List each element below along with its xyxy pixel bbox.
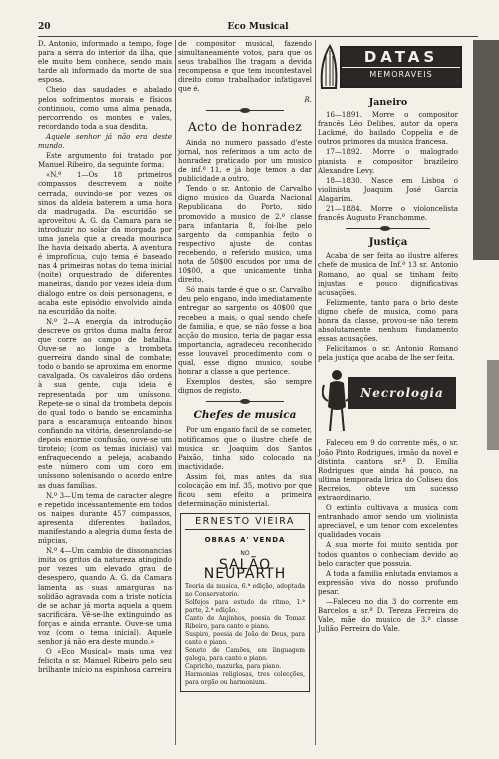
divider bbox=[178, 108, 312, 114]
datas-banner bbox=[318, 42, 458, 94]
date-entry: 16—1891. Morre o compositor francês Léo Delibes, autor da opera Lackmé, do bailado Coppelia e de outros primores da musica francesa. bbox=[318, 111, 458, 147]
banner-title: DATAS bbox=[363, 48, 439, 66]
necrologia-banner bbox=[318, 367, 458, 435]
list-item: Suspiro, poesia de João de Deus, para canto e piano. bbox=[185, 630, 305, 646]
necrologia-title: Necrologia bbox=[348, 377, 456, 409]
column-left bbox=[38, 40, 172, 676]
harp-ornament-icon bbox=[318, 42, 342, 92]
advertisement bbox=[180, 513, 310, 691]
column-middle bbox=[178, 40, 312, 695]
list-item: Teoria da musica, 6.ª edição, adoptada no Conservatorio. bbox=[185, 582, 305, 598]
paragraph: «N.º 1—Os 18 primeiros compassos descrevem a noite cerrada, ouvindo-se por vezes os sinos da aldeia baterem a uma hora da madrugada. Da escuridão se aproveitou A. G. da Camara para se introduzir no solar da morgada por uma janela que a creada mourisca lhe havia deixado aberta. A aventura é improfícua, cujo tema é baseado nas 4 primeiras notas do tema inicial (noite) orquestrado de diferentes maneiras, dando por vezes ideia dum diálogo entre os dois personagens, e acaba este episódio envolvido ainda na escuridão da noite. bbox=[38, 171, 172, 316]
date-entry: 17—1892. Morre o malogrado pianista e compositor brazileiro Alexandre Levy. bbox=[318, 148, 458, 175]
paragraph: Cheio das saudades e abalado pelos sofrimentos morais e físicos continuou, como uma alma penada, percorrendo os montes e vales, recordando toda a sua desdita. bbox=[38, 86, 172, 131]
date-entry: 21—1884. Morre o violoncelista francês Augusto Franchomme. bbox=[318, 205, 458, 223]
list-item: Capricho, mazurka, para piano. bbox=[185, 662, 282, 670]
paragraph: A sua morte foi muito sentida por todos quantos o conheciam devido ao belo caracter que possuia. bbox=[318, 541, 458, 568]
list-item: Solfejos para estudo de ritmo, 1.ª parte, 2.ª edição. bbox=[185, 598, 305, 614]
date-entry: 18—1830. Nasce em Lisboa o violinista Joaquim José Garcia Alagarim. bbox=[318, 176, 458, 203]
paragraph: D. Antonio, informado a tempo, foge para a serra do interior da ilha, que ele muito bem conhece, sendo mais tarde ali informado da morte de sua esposa. bbox=[38, 40, 172, 85]
column-divider bbox=[175, 40, 176, 745]
article-title: Justiça bbox=[368, 237, 408, 249]
ad-list bbox=[185, 583, 305, 687]
paragraph: O extinto cultivava a musica com entranhado amor sendo um violinista apreciavel, e um tenor com excelentes qualidades vocais bbox=[318, 504, 458, 540]
paragraph: Acaba de ser feita ao ilustre alferes chefe de musica de Inf.ª 13 sr. Antonio Romano, ao qual se tinham feito injustas e pouco dignificativas acusações. bbox=[318, 252, 458, 297]
list-item: Canto de Anjinhos, poesia de Tomaz Ribeiro, para canto e piano. bbox=[185, 614, 305, 630]
column-right bbox=[318, 40, 458, 635]
paragraph: de compositor musical, fazendo simultaneamente votos, para que os seus trabalhos lhe tragam a devida recompensa e que tem incontestavel direito como trabalhador infatigavel que é. bbox=[178, 40, 312, 94]
ad-store: SALÃO NEUPARTH bbox=[203, 556, 287, 582]
header-rule bbox=[38, 36, 478, 37]
paragraph: N.º 2—A energia da introdução descreve os gritos duma malta feroz que corre ao campo de batalha. Ouve-se ao longe a trombeta guerreira dando sinal de combate; todo o bando se aproxima em enorme cavalgada. Os cavaleiros dão ordens à sua gente, cuja ideia é representada por um uníssono. Repete-se o sinal da trombeta depois do qual todo o bando se encaminha para a escaramuça entoando hinos confiando na vitória, desenrolando-se depois enorme confusão, ouve-se um tiroteio; (com os temas iniciais) vai enfraquecendo a peleja, acabando este número com um coro em uníssono solenisando o acordo entre as duas famílias. bbox=[38, 317, 172, 490]
divider bbox=[318, 226, 458, 232]
paragraph: N.º 3—Um tema de caracter alegre e repetido incessantemente em todos os naipes durante 457 compassos, apresenta diferentes bailados, manifestando a alegria duma festa de núpcias. bbox=[38, 491, 172, 546]
paragraph: Felicitamos o sr. Antonio Romano pela justiça que acaba de lhe ser feita. bbox=[318, 345, 458, 363]
divider bbox=[178, 399, 312, 405]
paragraph: —Faleceu no dia 3 do corrente em Barcelos a sr.ª D. Tereza Ferreira do Vale, mãe do musico de 3.ª classe Julião Ferreira do Vale. bbox=[318, 598, 458, 634]
ad-author: ERNESTO VIEIRA bbox=[185, 517, 305, 530]
paragraph: O «Eco Musical» mais uma vez felicita o sr. Manuel Ribeiro pelo seu brilhante início na espinhosa carreira bbox=[38, 648, 172, 675]
paragraph: Assim foi, mas antes da sua colocação em inf. 35, motivo por que ficou sem efeito a primeira determinação ministerial. bbox=[178, 472, 312, 509]
paragraph: Só mais tarde é que o sr. Carvalho deu pelo engano, indo imediatamente entregar ao sargento os 40$00 que recebeu a mais, o qual sendo chefe de familia, e que, se não fosse a boa acção do musico, teria de pagar essa importancia, agradeceu reconhecido esse louvavel procedimento com o qual, esse digno musico, soube honrar a classe a que pertence. bbox=[178, 286, 312, 377]
paragraph: Felizmente, tanto para o brio deste digno chefe de musica, como para honra da classe, provou-se não terem absolutamente nenhum fundamento essas acusações. bbox=[318, 298, 458, 344]
paragraph: A toda a familia enlutada enviamos a expressão viva do nosso profundo pesar. bbox=[318, 569, 458, 596]
list-item: Soneto de Camões, em linguagem galega, para canto e piano. bbox=[185, 646, 305, 662]
signature: R. bbox=[304, 95, 312, 104]
article-title: Acto de honradez bbox=[187, 118, 303, 134]
ad-connector: NO bbox=[240, 549, 250, 557]
article-title: Chefes de musica bbox=[193, 409, 297, 422]
paragraph: Ainda no numero passado d'este jornal, nos referimos a um acto de honradez praticado por um musico de inf.ª 11, e já hoje temos a dar publicidade a outro. bbox=[178, 138, 312, 184]
list-item: Harmonias religiosas, tres colecções, para orgão ou harmonium. bbox=[185, 670, 305, 686]
paragraph: Faleceu em 9 do corrente mês, o sr. João Pinto Rodrigues, irmão da novel e distinta cantora sr.ª D. Emília Rodrigues que ainda há pouco, na ultima temporada lirica do Coliseu dos Recreios, obteve um sucesso extraordinario. bbox=[318, 439, 458, 502]
page-edge-shadow bbox=[487, 360, 499, 450]
ad-heading: OBRAS A' VENDA bbox=[204, 536, 286, 545]
page-edge-shadow bbox=[473, 40, 499, 260]
paragraph: Tendo o sr. Antonio de Carvalho digno musico da Guarda Nacional Republicana do Porto, sido promovido a musico de 2.ª classe para infantaria 8, foi-lhe pelo sargento da companhia feito o respectivo ajuste de contas recebendo, o referido musico, uma nota de 50$00 escudos por uma de 10$00, a que unicamente tinha direito. bbox=[178, 185, 312, 285]
month-heading: Janeiro bbox=[368, 97, 408, 108]
journal-title: Eco Musical bbox=[227, 22, 289, 32]
column-divider bbox=[315, 40, 316, 745]
paragraph: Este argumento foi tratado por Manuel Ribeiro, da seguinte forma: bbox=[38, 152, 172, 170]
paragraph: Por um engano facil de se cometer, notificamos que o ilustre chefe de musica sr. Joaquim dos Santos Paixão, tinha sido colocado na inactividade. bbox=[178, 426, 312, 471]
paragraph: N.º 4—Um cambio de dissonancias imita os gritos da natureza atingindo por vezes um elevado grau de desespero, quando A. G. da Camara lamenta as suas amarguras na solidão agravada com a triste notícia de se achar já morta aquela a quem sacrificára. Vê-se-lhe extinguindo as forças e ainda errante. Ouve-se uma voz (com o tema inicial). Aquele senhor já não era deste mundo.» bbox=[38, 547, 172, 647]
datas-title-box bbox=[340, 46, 462, 88]
page-number: 20 bbox=[38, 22, 51, 32]
page-header bbox=[38, 22, 478, 36]
banner-subtitle: MEMORAVEIS bbox=[342, 67, 460, 81]
paragraph: Exemplos destes, são sempre dignos de registo. bbox=[178, 378, 312, 396]
paragraph: Aquele senhor já não era deste mundo. bbox=[38, 132, 172, 151]
